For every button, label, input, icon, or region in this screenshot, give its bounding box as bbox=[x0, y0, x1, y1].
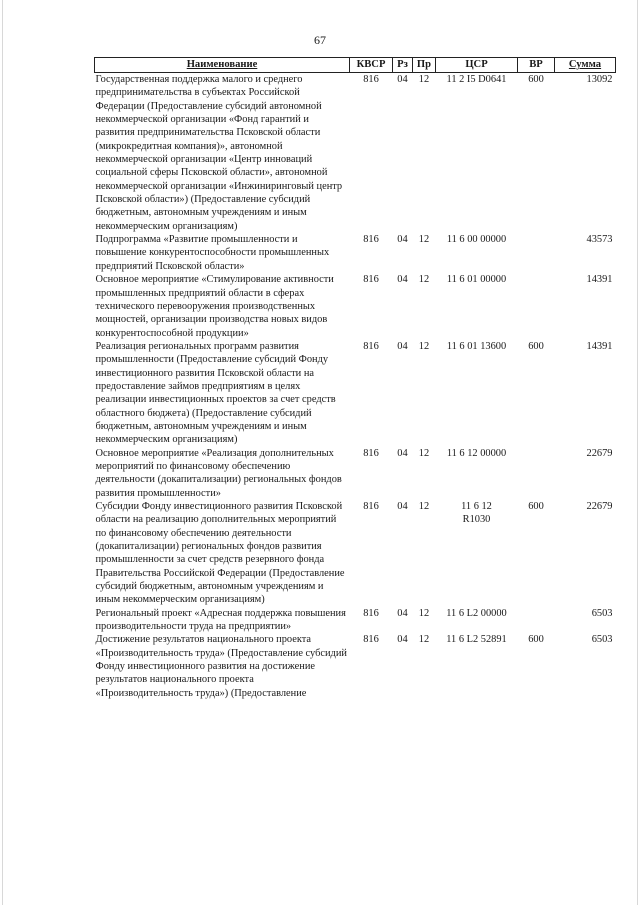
cell-pr: 12 bbox=[418, 234, 430, 246]
cell-csr: 11 6 12 00000 bbox=[446, 447, 507, 459]
cell-vr: 600 bbox=[528, 340, 544, 352]
table-row bbox=[95, 233, 616, 273]
cell-name: Реализация региональных программ развития промышленности (Предоставление субсидий Фонду инвестиционного развития Псковской области на предоставление займов предприятиям в целях реализации инвестиционных проектов за счет средств областного бюджета) (Предоставление субсидий бюджетным, автономным учреждениям и иным некоммерческим организациям) bbox=[95, 340, 336, 446]
cell-rz: 04 bbox=[397, 607, 408, 619]
cell-rz: 04 bbox=[397, 501, 408, 512]
budget-table bbox=[94, 57, 616, 700]
cell-pr: 12 bbox=[418, 274, 430, 286]
cell-sum: 6503 bbox=[591, 634, 613, 646]
cell-name: Основное мероприятие «Реализация дополнительных мероприятий по финансовому обеспечению деятельности (докапитализации) региональных фондов развития промышленности» bbox=[95, 447, 342, 499]
cell-kvsr: 816 bbox=[363, 501, 379, 512]
cell-csr: 11 6 L2 00000 bbox=[446, 607, 507, 619]
cell-csr: 11 2 I5 D0641 bbox=[446, 74, 507, 85]
cell-kvsr: 816 bbox=[363, 634, 379, 646]
cell-sum: 14391 bbox=[586, 274, 613, 286]
cell-sum: 13092 bbox=[586, 74, 613, 85]
cell-kvsr: 816 bbox=[363, 447, 379, 459]
page-number: 67 bbox=[314, 33, 326, 47]
cell-vr: 600 bbox=[528, 634, 544, 646]
cell-sum: 22679 bbox=[586, 447, 613, 459]
cell-kvsr: 816 bbox=[363, 234, 379, 246]
cell-vr bbox=[518, 233, 555, 273]
table-row bbox=[95, 340, 616, 447]
table-row bbox=[95, 500, 616, 607]
header-sum: Сумма bbox=[555, 58, 616, 73]
header-name: Наименование bbox=[95, 58, 350, 73]
cell-name: Основное мероприятие «Стимулирование активности промышленных предприятий области в сферах технического перевооружения производственных мощностей, организации производства новых видов конкурентоспособной продукции» bbox=[95, 274, 334, 339]
header-csr: ЦСР bbox=[436, 58, 518, 73]
cell-kvsr: 816 bbox=[363, 340, 379, 352]
table-row bbox=[95, 447, 616, 500]
cell-csr: 11 6 01 00000 bbox=[446, 274, 507, 286]
cell-sum: 14391 bbox=[586, 340, 613, 352]
cell-name: Субсидии Фонду инвестиционного развития Псковской области на реализацию дополнительных мероприятий по финансовому обеспечению деятельности (докапитализации) региональных фондов развития промышленности за счет средств резервного фонда Правительства Российской Федерации (Предоставление субсидий бюджетным, автономным учреждениям и иным некоммерческим организациям) bbox=[95, 501, 345, 606]
cell-vr bbox=[518, 607, 555, 634]
header-pr: Пр bbox=[413, 58, 436, 73]
header-kvsr: КВСР bbox=[350, 58, 393, 73]
cell-name: Государственная поддержка малого и среднего предпринимательства в субъектах Российской Федерации (Предоставление субсидий автономной некоммерческой организации «Фонд гарантий и развития предпринимательства Псковской области (микрокредитная компания)», автономной некоммерческой организации «Центр инноваций социальной сферы Псковской области», автономной некоммерческой организации «Инжиниринговый центр Псковской области») (Предоставление субсидий бюджетным, автономным учреждениям и иным некоммерческим организациям) bbox=[95, 74, 343, 232]
scan-edge-left bbox=[2, 0, 3, 905]
table-header-row bbox=[95, 58, 616, 73]
cell-name: Региональный проект «Адресная поддержка повышения производительности труда на предприятии» bbox=[95, 607, 346, 633]
cell-kvsr: 816 bbox=[363, 274, 379, 286]
table-row bbox=[95, 273, 616, 340]
cell-vr: 600 bbox=[528, 74, 544, 85]
cell-pr: 12 bbox=[418, 447, 430, 459]
cell-sum: 6503 bbox=[591, 607, 613, 619]
cell-vr bbox=[518, 447, 555, 500]
cell-rz: 04 bbox=[397, 340, 408, 352]
table-row bbox=[95, 73, 616, 234]
cell-kvsr: 816 bbox=[363, 607, 379, 619]
cell-pr: 12 bbox=[418, 607, 430, 619]
cell-kvsr: 816 bbox=[363, 74, 379, 85]
cell-vr: 600 bbox=[528, 501, 544, 512]
cell-rz: 04 bbox=[397, 274, 408, 286]
cell-pr: 12 bbox=[418, 634, 430, 646]
cell-pr: 12 bbox=[418, 74, 430, 85]
cell-pr: 12 bbox=[418, 501, 430, 512]
cell-rz: 04 bbox=[397, 447, 408, 459]
cell-vr bbox=[518, 273, 555, 340]
cell-name: Достижение результатов национального проекта «Производительность труда» (Предоставление субсидий Фонду инвестиционного развития на достижение результатов национального проекта «Производительность труда») (Предоставление bbox=[95, 634, 347, 699]
header-rz: Рз bbox=[393, 58, 413, 73]
cell-csr: 11 6 00 00000 bbox=[446, 234, 507, 246]
cell-name: Подпрограмма «Развитие промышленности и повышение конкурентоспособности промышленных предприятий Псковской области» bbox=[95, 234, 330, 272]
scan-edge-right bbox=[637, 0, 638, 905]
cell-sum: 43573 bbox=[586, 234, 613, 246]
cell-rz: 04 bbox=[397, 234, 408, 246]
cell-csr: 11 6 L2 52891 bbox=[446, 634, 507, 646]
cell-csr: 11 6 01 13600 bbox=[446, 340, 507, 352]
table-row bbox=[95, 633, 616, 700]
cell-pr: 12 bbox=[418, 340, 430, 352]
cell-rz: 04 bbox=[397, 634, 408, 646]
cell-rz: 04 bbox=[397, 74, 408, 85]
header-vr: ВР bbox=[518, 58, 555, 73]
cell-csr: 11 6 12 R1030 bbox=[461, 501, 492, 526]
cell-sum: 22679 bbox=[586, 501, 613, 512]
table-row bbox=[95, 607, 616, 634]
